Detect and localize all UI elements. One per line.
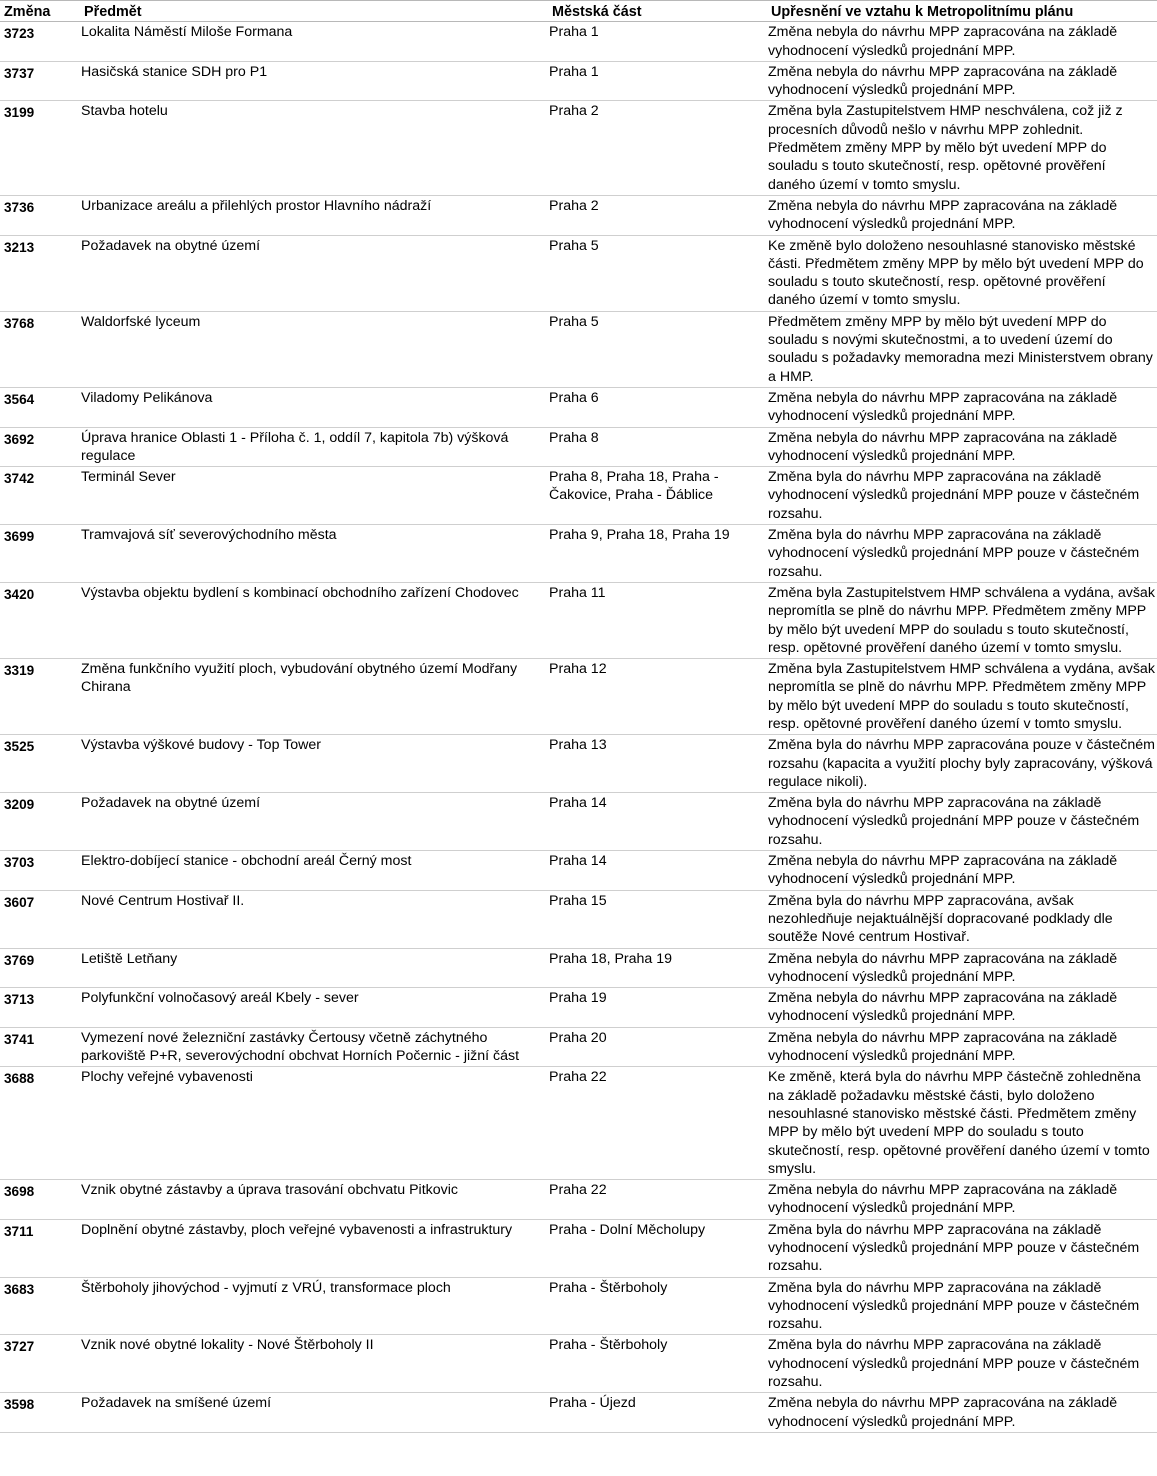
row-change-id: 3598 bbox=[0, 1393, 80, 1433]
row-district: Praha 19 bbox=[548, 988, 767, 1028]
row-subject: Terminál Sever bbox=[80, 467, 548, 525]
row-note: Změna byla Zastupitelstvem HMP neschválena, což již z procesních důvodů nešlo v návrhu MPP zohlednit. Předmětem změny MPP by mělo být uvedení MPP do souladu s touto skutečností, resp. opětovné prověření daného území v tomto smyslu. bbox=[767, 101, 1157, 195]
table-row bbox=[0, 1219, 1157, 1277]
header-mestska-cast: Městská část bbox=[548, 1, 767, 22]
row-change-id: 3420 bbox=[0, 582, 80, 658]
row-district: Praha 5 bbox=[548, 311, 767, 387]
row-change-id: 3736 bbox=[0, 195, 80, 235]
row-change-id: 3742 bbox=[0, 467, 80, 525]
row-subject: Úprava hranice Oblasti 1 - Příloha č. 1, oddíl 7, kapitola 7b) výšková regulace bbox=[80, 427, 548, 467]
row-change-id: 3741 bbox=[0, 1027, 80, 1067]
row-subject: Požadavek na obytné území bbox=[80, 235, 548, 311]
row-subject: Doplnění obytné zástavby, ploch veřejné vybavenosti a infrastruktury bbox=[80, 1219, 548, 1277]
table-row bbox=[0, 1027, 1157, 1067]
row-subject: Štěrboholy jihovýchod - vyjmutí z VRÚ, transformace ploch bbox=[80, 1277, 548, 1335]
row-district: Praha 8 bbox=[548, 427, 767, 467]
row-district: Praha 22 bbox=[548, 1067, 767, 1180]
row-subject: Výstavba výškové budovy - Top Tower bbox=[80, 735, 548, 793]
row-subject: Urbanizace areálu a přilehlých prostor Hlavního nádraží bbox=[80, 195, 548, 235]
row-subject: Vznik nové obytné lokality - Nové Štěrboholy II bbox=[80, 1335, 548, 1393]
table-row bbox=[0, 427, 1157, 467]
row-district: Praha 11 bbox=[548, 582, 767, 658]
table-row bbox=[0, 1393, 1157, 1433]
row-subject: Vymezení nové železniční zastávky Čertousy včetně záchytného parkoviště P+R, severovýchodní obchvat Horních Počernic - jižní část bbox=[80, 1027, 548, 1067]
row-note: Změna byla Zastupitelstvem HMP schválena a vydána, avšak nepromítla se plně do návrhu MPP. Předmětem změny MPP by mělo být uvedení MPP do souladu s touto skutečností, resp. opětovné prověření daného území v tomto smyslu. bbox=[767, 659, 1157, 735]
row-district: Praha 1 bbox=[548, 61, 767, 101]
row-change-id: 3209 bbox=[0, 793, 80, 851]
table-row bbox=[0, 1335, 1157, 1393]
table-row bbox=[0, 61, 1157, 101]
table-row bbox=[0, 22, 1157, 62]
row-subject: Lokalita Náměstí Miloše Formana bbox=[80, 22, 548, 62]
row-district: Praha 2 bbox=[548, 101, 767, 195]
row-subject: Plochy veřejné vybavenosti bbox=[80, 1067, 548, 1180]
table-row bbox=[0, 851, 1157, 891]
table-row bbox=[0, 525, 1157, 583]
row-district: Praha 5 bbox=[548, 235, 767, 311]
row-change-id: 3703 bbox=[0, 851, 80, 891]
row-subject: Stavba hotelu bbox=[80, 101, 548, 195]
row-change-id: 3723 bbox=[0, 22, 80, 62]
table-row bbox=[0, 948, 1157, 988]
header-upresneni: Upřesnění ve vztahu k Metropolitnímu plánu bbox=[767, 1, 1157, 22]
row-subject: Elektro-dobíjecí stanice - obchodní areál Černý most bbox=[80, 851, 548, 891]
row-note: Změna nebyla do návrhu MPP zapracována na základě vyhodnocení výsledků projednání MPP. bbox=[767, 22, 1157, 62]
row-district: Praha 14 bbox=[548, 851, 767, 891]
row-district: Praha - Dolní Měcholupy bbox=[548, 1219, 767, 1277]
table-row bbox=[0, 387, 1157, 427]
row-note: Ke změně bylo doloženo nesouhlasné stanovisko městské části. Předmětem změny MPP by mělo být uvedení MPP do souladu s touto skutečností, resp. opětovné prověření daného území v tomto smyslu. bbox=[767, 235, 1157, 311]
row-change-id: 3737 bbox=[0, 61, 80, 101]
row-district: Praha 15 bbox=[548, 890, 767, 948]
row-subject: Změna funkčního využití ploch, vybudování obytného území Modřany Chirana bbox=[80, 659, 548, 735]
row-subject: Viladomy Pelikánova bbox=[80, 387, 548, 427]
row-note: Změna byla do návrhu MPP zapracována na základě vyhodnocení výsledků projednání MPP pouze v částečném rozsahu. bbox=[767, 793, 1157, 851]
row-change-id: 3692 bbox=[0, 427, 80, 467]
row-subject: Tramvajová síť severovýchodního města bbox=[80, 525, 548, 583]
row-change-id: 3683 bbox=[0, 1277, 80, 1335]
row-change-id: 3607 bbox=[0, 890, 80, 948]
row-change-id: 3699 bbox=[0, 525, 80, 583]
table-body bbox=[0, 22, 1157, 1433]
row-subject: Požadavek na obytné území bbox=[80, 793, 548, 851]
row-change-id: 3713 bbox=[0, 988, 80, 1028]
row-note: Změna nebyla do návrhu MPP zapracována na základě vyhodnocení výsledků projednání MPP. bbox=[767, 1027, 1157, 1067]
row-change-id: 3768 bbox=[0, 311, 80, 387]
row-note: Změna byla do návrhu MPP zapracována na základě vyhodnocení výsledků projednání MPP pouze v částečném rozsahu. bbox=[767, 1219, 1157, 1277]
row-change-id: 3711 bbox=[0, 1219, 80, 1277]
table-row bbox=[0, 467, 1157, 525]
row-district: Praha 9, Praha 18, Praha 19 bbox=[548, 525, 767, 583]
row-change-id: 3199 bbox=[0, 101, 80, 195]
row-note: Změna nebyla do návrhu MPP zapracována na základě vyhodnocení výsledků projednání MPP. bbox=[767, 851, 1157, 891]
row-district: Praha - Újezd bbox=[548, 1393, 767, 1433]
row-note: Změna byla do návrhu MPP zapracována pouze v částečném rozsahu (kapacita a využití plochy byly zapracovány, výšková regulace nikoli). bbox=[767, 735, 1157, 793]
row-change-id: 3688 bbox=[0, 1067, 80, 1180]
table-row bbox=[0, 793, 1157, 851]
row-district: Praha 6 bbox=[548, 387, 767, 427]
row-subject: Výstavba objektu bydlení s kombinací obchodního zařízení Chodovec bbox=[80, 582, 548, 658]
table-row bbox=[0, 890, 1157, 948]
row-change-id: 3319 bbox=[0, 659, 80, 735]
row-note: Změna byla do návrhu MPP zapracována na základě vyhodnocení výsledků projednání MPP pouze v částečném rozsahu. bbox=[767, 1335, 1157, 1393]
table-row bbox=[0, 1067, 1157, 1180]
row-change-id: 3525 bbox=[0, 735, 80, 793]
row-note: Změna nebyla do návrhu MPP zapracována na základě vyhodnocení výsledků projednání MPP. bbox=[767, 1393, 1157, 1433]
table-row bbox=[0, 101, 1157, 195]
row-district: Praha 14 bbox=[548, 793, 767, 851]
header-zmena: Změna bbox=[0, 1, 80, 22]
table-row bbox=[0, 1180, 1157, 1220]
row-district: Praha 22 bbox=[548, 1180, 767, 1220]
row-subject: Polyfunkční volnočasový areál Kbely - sever bbox=[80, 988, 548, 1028]
row-district: Praha 12 bbox=[548, 659, 767, 735]
row-note: Změna nebyla do návrhu MPP zapracována na základě vyhodnocení výsledků projednání MPP. bbox=[767, 61, 1157, 101]
table-row bbox=[0, 311, 1157, 387]
table-row bbox=[0, 1277, 1157, 1335]
table-row bbox=[0, 195, 1157, 235]
row-note: Změna byla do návrhu MPP zapracována na základě vyhodnocení výsledků projednání MPP pouze v částečném rozsahu. bbox=[767, 1277, 1157, 1335]
row-change-id: 3769 bbox=[0, 948, 80, 988]
table-row bbox=[0, 235, 1157, 311]
row-note: Změna byla Zastupitelstvem HMP schválena a vydána, avšak nepromítla se plně do návrhu MPP. Předmětem změny MPP by mělo být uvedení MPP do souladu s touto skutečností, resp. opětovné prověření daného území v tomto smyslu. bbox=[767, 582, 1157, 658]
table-row bbox=[0, 735, 1157, 793]
table-row bbox=[0, 988, 1157, 1028]
row-district: Praha 13 bbox=[548, 735, 767, 793]
row-note: Změna nebyla do návrhu MPP zapracována na základě vyhodnocení výsledků projednání MPP. bbox=[767, 195, 1157, 235]
row-note: Změna nebyla do návrhu MPP zapracována na základě vyhodnocení výsledků projednání MPP. bbox=[767, 988, 1157, 1028]
row-subject: Vznik obytné zástavby a úprava trasování obchvatu Pitkovic bbox=[80, 1180, 548, 1220]
row-district: Praha - Štěrboholy bbox=[548, 1277, 767, 1335]
header-row bbox=[0, 1, 1157, 22]
row-change-id: 3698 bbox=[0, 1180, 80, 1220]
table-row bbox=[0, 582, 1157, 658]
row-note: Změna nebyla do návrhu MPP zapracována na základě vyhodnocení výsledků projednání MPP. bbox=[767, 427, 1157, 467]
row-subject: Waldorfské lyceum bbox=[80, 311, 548, 387]
row-subject: Hasičská stanice SDH pro P1 bbox=[80, 61, 548, 101]
row-district: Praha 2 bbox=[548, 195, 767, 235]
table-header bbox=[0, 1, 1157, 22]
row-district: Praha - Štěrboholy bbox=[548, 1335, 767, 1393]
row-note: Ke změně, která byla do návrhu MPP částečně zohledněna na základě požadavku městské části, bylo doloženo nesouhlasné stanovisko městské části. Předmětem změny MPP by mělo být uvedení MPP do souladu s touto skutečností, resp. opětovné prověření daného území v tomto smyslu. bbox=[767, 1067, 1157, 1180]
table-row bbox=[0, 659, 1157, 735]
header-predmet: Předmět bbox=[80, 1, 548, 22]
row-note: Předmětem změny MPP by mělo být uvedení MPP do souladu s novými skutečnostmi, a to uvedení území do souladu s požadavky memoradna mezi Ministerstvem obrany a HMP. bbox=[767, 311, 1157, 387]
row-district: Praha 8, Praha 18, Praha - Čakovice, Praha - Ďáblice bbox=[548, 467, 767, 525]
row-district: Praha 18, Praha 19 bbox=[548, 948, 767, 988]
row-note: Změna nebyla do návrhu MPP zapracována na základě vyhodnocení výsledků projednání MPP. bbox=[767, 1180, 1157, 1220]
row-note: Změna byla do návrhu MPP zapracována na základě vyhodnocení výsledků projednání MPP pouze v částečném rozsahu. bbox=[767, 467, 1157, 525]
row-note: Změna nebyla do návrhu MPP zapracována na základě vyhodnocení výsledků projednání MPP. bbox=[767, 387, 1157, 427]
row-note: Změna nebyla do návrhu MPP zapracována na základě vyhodnocení výsledků projednání MPP. bbox=[767, 948, 1157, 988]
row-subject: Letiště Letňany bbox=[80, 948, 548, 988]
row-change-id: 3213 bbox=[0, 235, 80, 311]
row-change-id: 3564 bbox=[0, 387, 80, 427]
row-district: Praha 1 bbox=[548, 22, 767, 62]
row-change-id: 3727 bbox=[0, 1335, 80, 1393]
row-subject: Požadavek na smíšené území bbox=[80, 1393, 548, 1433]
row-note: Změna byla do návrhu MPP zapracována na základě vyhodnocení výsledků projednání MPP pouze v částečném rozsahu. bbox=[767, 525, 1157, 583]
row-note: Změna byla do návrhu MPP zapracována, avšak nezohledňuje nejaktuálnější dopracované podklady dle soutěže Nové centrum Hostivař. bbox=[767, 890, 1157, 948]
row-district: Praha 20 bbox=[548, 1027, 767, 1067]
row-subject: Nové Centrum Hostivař II. bbox=[80, 890, 548, 948]
